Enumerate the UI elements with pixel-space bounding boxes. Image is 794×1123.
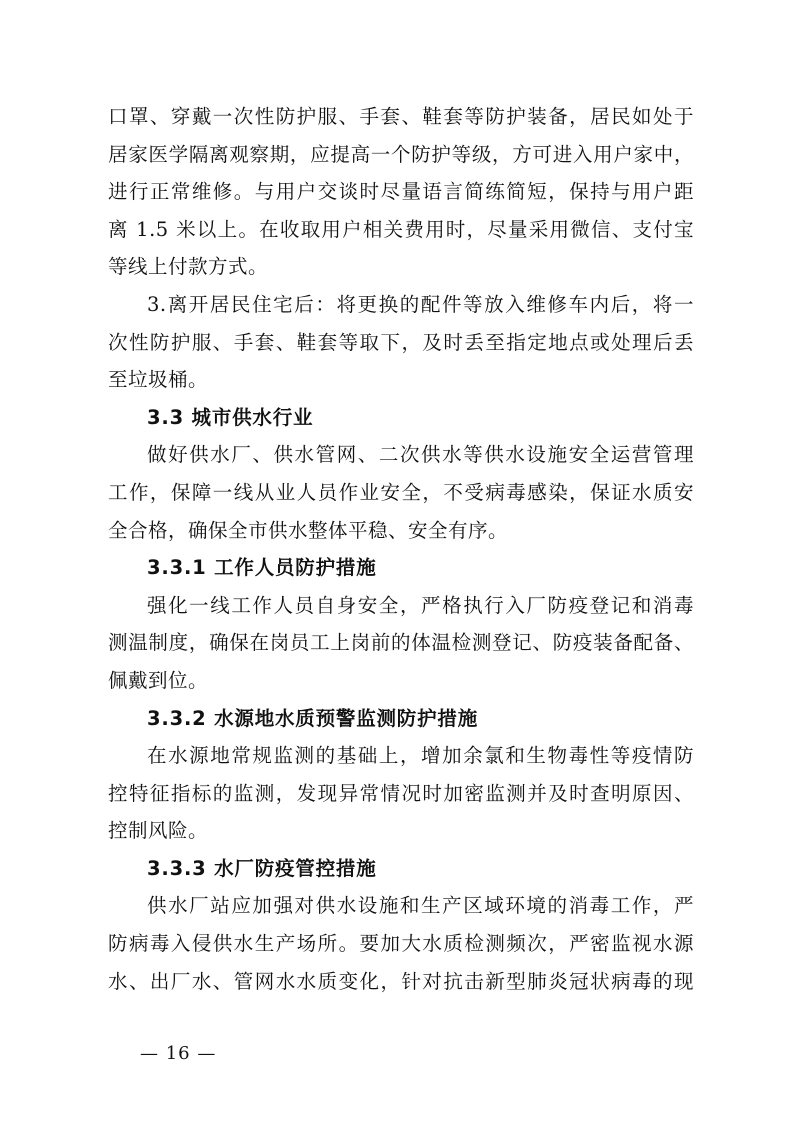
section-heading-3-3-2: 3.3.2 水源地水质预警监测防护措施 xyxy=(147,706,479,730)
section-heading-3-3-3: 3.3.3 水厂防疫管控措施 xyxy=(147,856,377,880)
text-line: 全合格，确保全市供水整体平稳、安全有序。 xyxy=(108,518,509,542)
text-line: 次性防护服、手套、鞋套等取下，及时丢至指定地点或处理后丢 xyxy=(108,330,694,354)
text-line: 测温制度，确保在岗员工上岗前的体温检测登记、防疫装备配备、 xyxy=(108,631,694,655)
text-line: 等线上付款方式。 xyxy=(108,255,269,279)
text-line: 至垃圾桶。 xyxy=(108,368,209,392)
paragraph-start-line: 在水源地常规监测的基础上，增加余氯和生物毒性等疫情防 xyxy=(147,744,694,768)
text-line: 防病毒入侵供水生产场所。要加大水质检测频次，严密监视水源 xyxy=(108,932,694,956)
text-line: 口罩、穿戴一次性防护服、手套、鞋套等防护装备，居民如处于 xyxy=(108,105,694,128)
page-number: — 16 — xyxy=(140,1043,217,1064)
document-page xyxy=(108,98,694,1000)
paragraph-start-line: 供水厂站应加强对供水设施和生产区域环境的消毒工作，严 xyxy=(147,894,694,918)
text-line: 控特征指标的监测，发现异常情况时加密监测并及时查明原因、 xyxy=(108,781,694,805)
text-line: 工作，保障一线从业人员作业安全，不受病毒感染，保证水质安 xyxy=(108,480,694,504)
paragraph-start-line: 3.离开居民住宅后：将更换的配件等放入维修车内后，将一 xyxy=(147,292,694,316)
paragraph-start-line: 做好供水厂、供水管网、二次供水等供水设施安全运营管理 xyxy=(147,443,694,467)
section-heading-3-3-1: 3.3.1 工作人员防护措施 xyxy=(147,556,377,580)
text-line: 控制风险。 xyxy=(108,819,209,843)
text-line: 佩戴到位。 xyxy=(108,668,209,692)
text-line: 居家医学隔离观察期，应提高一个防护等级，方可进入用户家中， xyxy=(108,142,694,166)
text-line: 进行正常维修。与用户交谈时尽量语言简练简短，保持与用户距 xyxy=(108,180,694,204)
text-line: 水、出厂水、管网水水质变化，针对抗击新型肺炎冠状病毒的现 xyxy=(108,969,694,993)
paragraph-start-line: 强化一线工作人员自身安全，严格执行入厂防疫登记和消毒 xyxy=(147,593,694,617)
text-line: 离 1.5 米以上。在收取用户相关费用时，尽量采用微信、支付宝 xyxy=(108,217,694,241)
section-heading-3-3: 3.3 城市供水行业 xyxy=(147,405,314,429)
